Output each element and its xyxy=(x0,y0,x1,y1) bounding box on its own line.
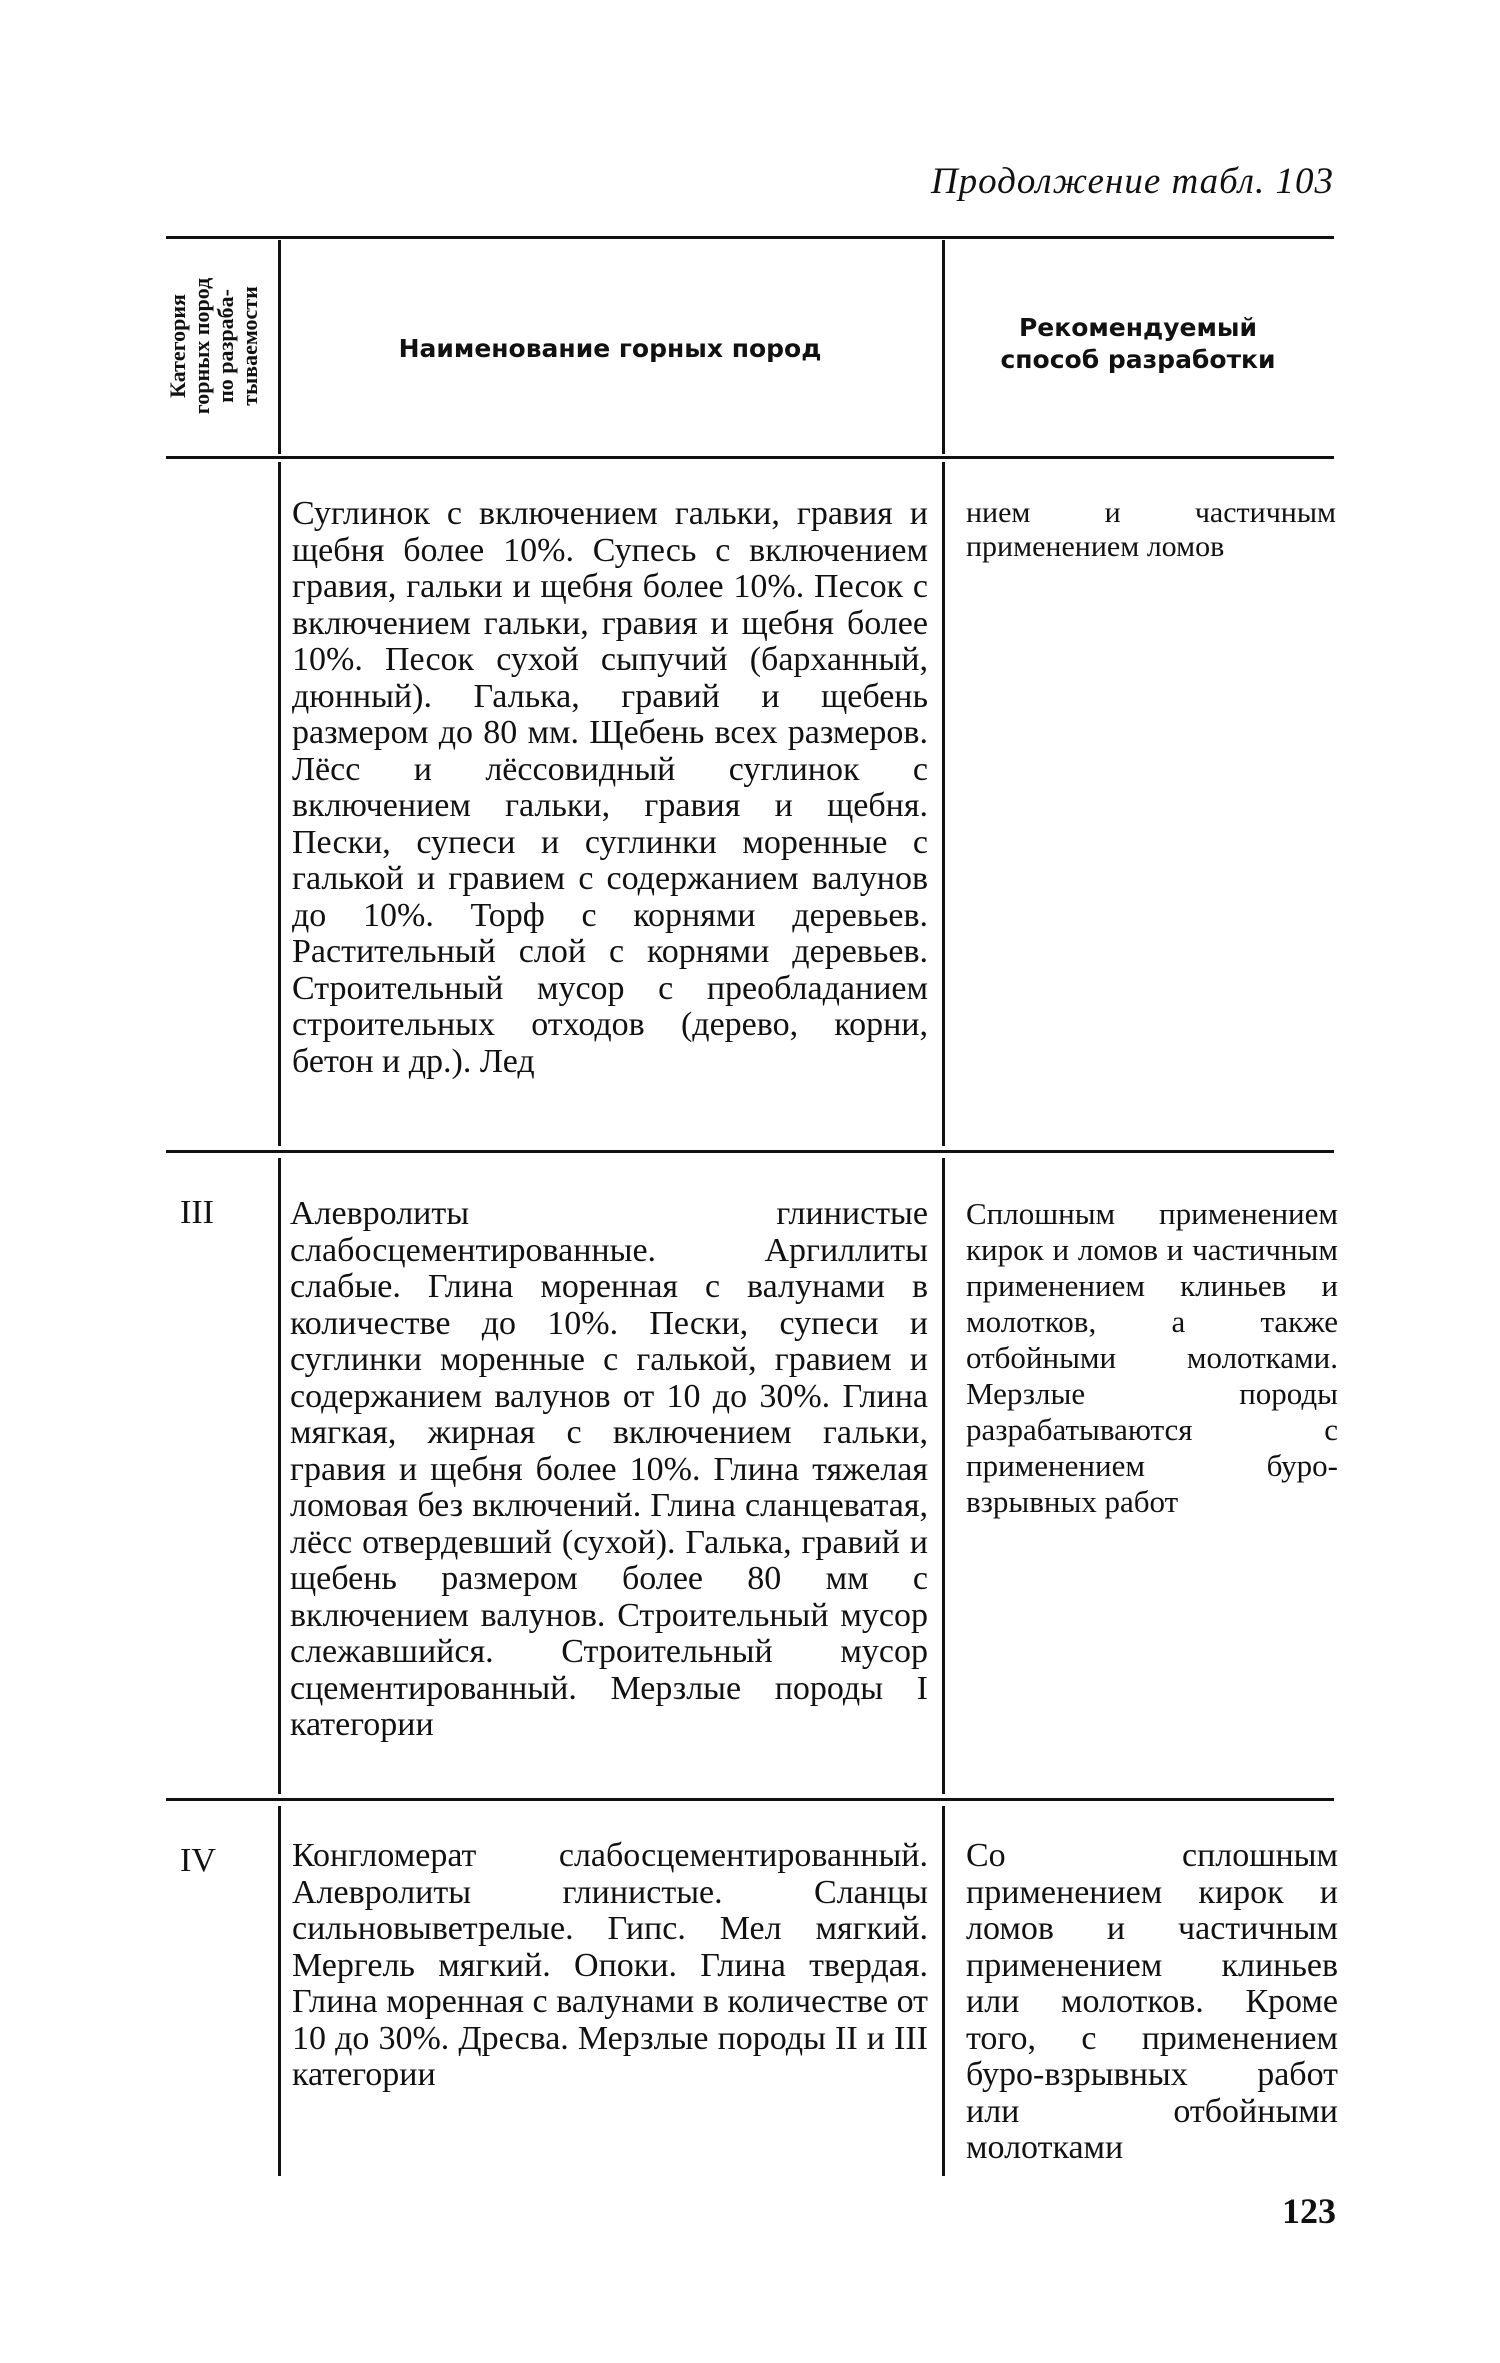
header-bottom-rule xyxy=(166,456,1334,459)
header-category-line-3: по разраба- xyxy=(213,289,238,403)
header-method: Рекомендуемый способ разработки xyxy=(1000,313,1276,374)
row1-divider-1 xyxy=(278,462,281,1146)
row3-divider-1 xyxy=(278,1806,281,2176)
header-category-line-1: Категория xyxy=(165,294,190,398)
table-top-rule xyxy=(166,236,1334,239)
header-divider-2 xyxy=(942,240,945,454)
row3-rocks: Конгломерат слабосцементированный. Алевролиты глинистые. Сланцы сильновыветрелые. Гипс. Мел мягкий. Мергель мягкий. Опоки. Глина твердая. Глина моренная с валунами в количестве от 10 до 30%. Дресва. Мерзлые породы II и III категории xyxy=(292,1837,928,2093)
header-divider-1 xyxy=(278,240,281,454)
row2-method: Сплошным применением кирок и ломов и частичным применением клиньев и молотков, а также отбойными молотками. Мерзлые породы разрабатываются с применением буро-взрывных работ xyxy=(966,1196,1338,1519)
row1-bottom-rule xyxy=(166,1150,1334,1153)
row2-rocks: Алевролиты глинистые слабосцементированные. Аргиллиты слабые. Глина моренная с валунами в количестве до 10%. Пески, супеси и суглинки моренные с галькой, гравием и содержанием валунов от 10 до 30%. Глина мягкая, жирная с включением гальки, гравия и щебня более 10%. Глина тяжелая ломовая без включений. Глина сланцеватая, лёсс отвердевший (сухой). Галька, гравий и щебень размером более 80 мм с включением валунов. Строительный мусор слежавшийся. Строительный мусор сцементированный. Мерзлые породы I категории xyxy=(290,1195,928,1743)
row3-bottom-rule xyxy=(166,1798,1334,1801)
row1-method: нием и частичным применением ломов xyxy=(966,496,1336,563)
row2-divider-2 xyxy=(942,1158,945,1794)
row3-method: Со сплошным применением кирок и ломов и частичным применением клиньев или молотков. Кроме того, с применением буро-взрывных работ или отбойными молотками xyxy=(966,1837,1338,2166)
header-category-line-2: горных пород xyxy=(189,277,214,415)
continuation-label: Продолжение табл. 103 xyxy=(930,161,1334,202)
row2-divider-1 xyxy=(278,1158,281,1794)
row1-rocks: Суглинок с включением гальки, гравия и щебня более 10%. Супесь с включением гравия, гальки и щебня более 10%. Песок с включением гальки, гравия и щебня более 10%. Песок сухой сыпучий (барханный, дюнный). Галька, гравий и щебень размером до 80 мм. Щебень всех размеров. Лёсс и лёссовидный суглинок с включением гальки, гравия и щебня. Пески, супеси и суглинки моренные с галькой и гравием с содержанием валунов до 10%. Торф с корнями деревьев. Растительный слой с корнями деревьев. Строительный мусор с преобладанием строительных отходов (дерево, корни, бетон и др.). Лед xyxy=(292,495,928,1080)
page-number: 123 xyxy=(1282,2191,1336,2231)
row3-category: IV xyxy=(180,1842,216,1879)
header-rock-name: Наименование горных пород xyxy=(398,334,822,363)
header-category xyxy=(166,248,276,444)
row2-category: III xyxy=(180,1194,214,1231)
header-category-line-4: тываемости xyxy=(237,286,262,406)
row3-divider-2 xyxy=(942,1806,945,2176)
row1-divider-2 xyxy=(942,462,945,1146)
